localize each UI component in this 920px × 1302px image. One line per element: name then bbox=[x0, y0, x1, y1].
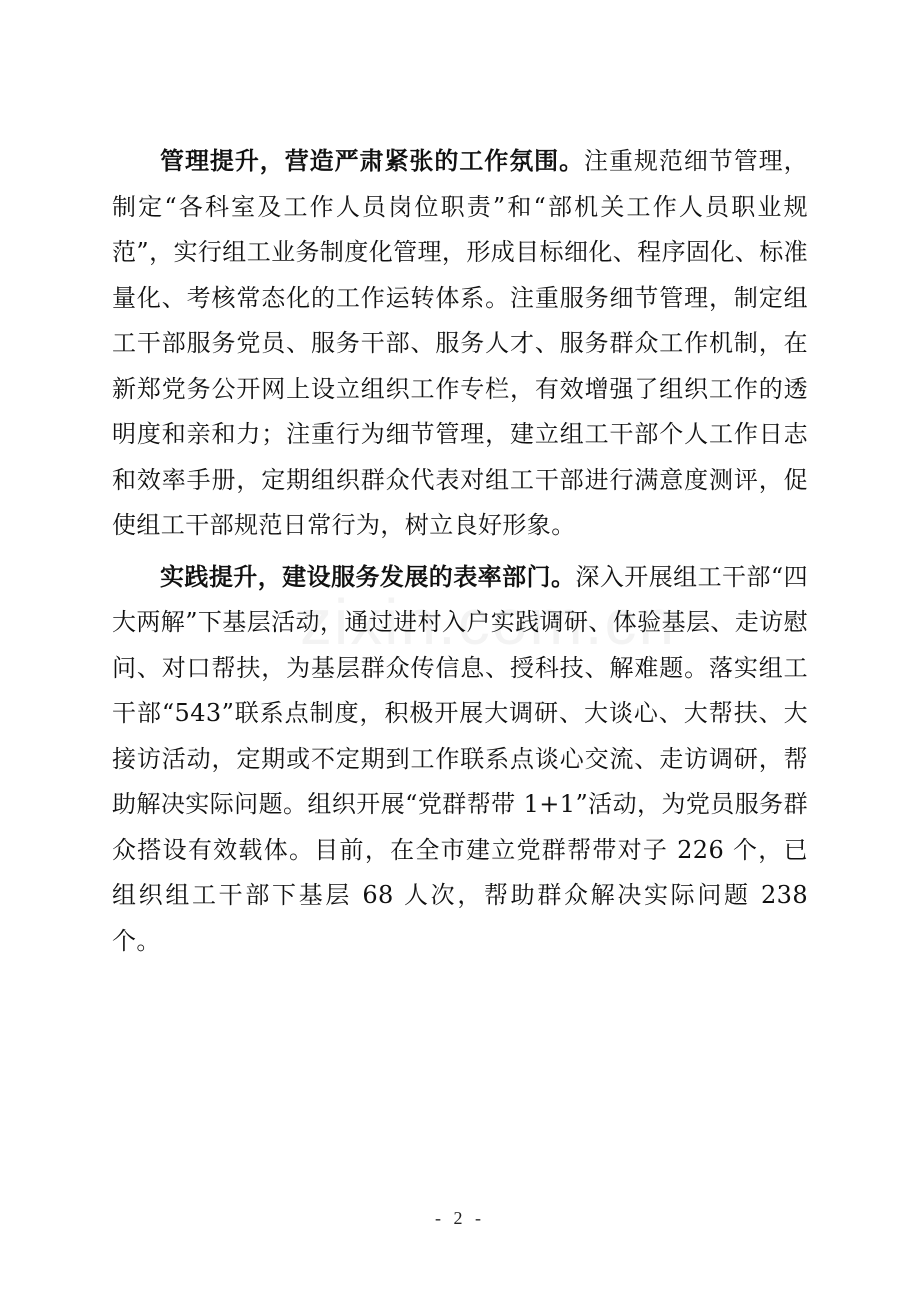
paragraph-practice bbox=[112, 555, 808, 965]
paragraph-text: 注重规范细节管理，制定“各科室及工作人员岗位职责”和“部机关工作人员职业规范”，实行组工业务制度化管理，形成目标细化、程序固化、标准量化、考核常态化的工作运转体系。注重服务细节管理，制定组工干部服务党员、服务干部、服务人才、服务群众工作机制，在新郑党务公开网上设立组织工作专栏，有效增强了组织工作的透明度和亲和力；注重行为细节管理，建立组工干部个人工作日志和效率手册，定期组织群众代表对组工干部进行满意度测评，促使组工干部规范日常行为，树立良好形象。 bbox=[112, 147, 808, 539]
page-number: - 2 - bbox=[435, 1208, 485, 1228]
paragraph-lead: 实践提升，建设服务发展的表率部门。 bbox=[160, 562, 576, 591]
paragraph-lead: 管理提升，营造严肃紧张的工作氛围。 bbox=[160, 147, 585, 175]
paragraph-text: 深入开展组工干部“四大两解”下基层活动，通过进村入户实践调研、体验基层、走访慰问、对口帮扶，为基层群众传信息、授科技、解难题。落实组工干部“543”联系点制度，积极开展大调研、大谈心、大帮扶、大接访活动，定期或不定期到工作联系点谈心交流、走访调研，帮助解决实际问题。组织开展“党群帮带 1+1”活动，为党员服务群众搭设有效载体。目前，在全市建立党群帮带对子 226 个，已组织组工干部下基层 68 人次，帮助群众解决实际问题 238 个。 bbox=[112, 562, 808, 955]
document-body bbox=[112, 139, 808, 970]
paragraph-management bbox=[112, 139, 808, 549]
